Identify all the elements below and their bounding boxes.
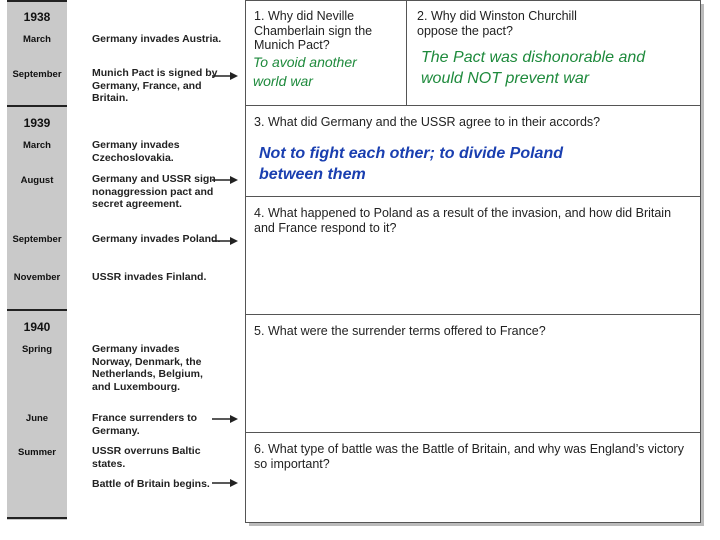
- timeline-rule: [7, 105, 67, 107]
- question-2: [417, 9, 607, 38]
- timeline-event: Germany invades Norway, Denmark, the Netherlands, Belgium, and Luxembourg.: [92, 343, 203, 393]
- timeline-event: Germany invades Austria.: [92, 33, 222, 45]
- timeline-event: Germany invades Poland.: [92, 233, 221, 245]
- timeline-event: Munich Pact is signed by Germany, France, and Britain.: [92, 67, 218, 104]
- question-5: [254, 324, 694, 339]
- timeline-rule: [7, 0, 67, 2]
- question-text: What type of battle was the Battle of Britain, and why was England’s victory so important?: [254, 442, 684, 471]
- timeline-label: September: [12, 234, 62, 245]
- arrow-right-icon: [212, 71, 238, 81]
- question-6: [254, 442, 694, 471]
- timeline-event: USSR overruns Baltic states.: [92, 445, 201, 470]
- arrow-right-icon: [212, 478, 238, 488]
- grid-divider: [245, 314, 701, 315]
- question-text: What were the surrender terms offered to France?: [268, 324, 546, 338]
- arrow-right-icon: [212, 175, 238, 185]
- timeline-label: June: [25, 413, 49, 424]
- question-number: 6.: [254, 442, 265, 456]
- timeline-event: Battle of Britain begins.: [92, 478, 210, 490]
- timeline-label: November: [13, 272, 61, 283]
- grid-shadow: [249, 523, 704, 526]
- question-4: [254, 206, 694, 235]
- question-number: 5.: [254, 324, 265, 338]
- year-1939: 1939: [23, 116, 51, 130]
- question-number: 4.: [254, 206, 265, 220]
- grid-divider: [245, 196, 701, 197]
- year-1938: 1938: [23, 10, 51, 24]
- question-number: 3.: [254, 115, 265, 129]
- answer-2[interactable]: The Pact was dishonorable and would NOT prevent war: [421, 49, 646, 87]
- timeline-label: August: [20, 175, 54, 186]
- timeline-event: France surrenders to Germany.: [92, 412, 198, 437]
- question-text: What did Germany and the USSR agree to in their accords?: [268, 115, 601, 129]
- question-3: [254, 115, 694, 130]
- grid-shadow: [701, 4, 704, 525]
- arrow-right-icon: [212, 236, 238, 246]
- timeline-event: Germany and USSR sign nonaggression pact and secret agreement.: [92, 173, 216, 210]
- question-text: Why did Winston Churchill oppose the pact?: [417, 9, 577, 38]
- question-text: Why did Neville Chamberlain sign the Munich Pact?: [254, 9, 373, 52]
- timeline-event: USSR invades Finland.: [92, 271, 207, 283]
- grid-divider: [406, 0, 407, 105]
- grid-divider: [245, 105, 701, 106]
- answer-1[interactable]: To avoid another world war: [253, 54, 357, 89]
- timeline-label: Summer: [17, 447, 56, 458]
- timeline-label: March: [23, 34, 51, 45]
- question-text: What happened to Poland as a result of the invasion, and how did Britain and France respond to it?: [254, 206, 672, 235]
- answer-3[interactable]: Not to fight each other; to divide Poland between them: [259, 145, 563, 183]
- arrow-right-icon: [212, 414, 238, 424]
- question-1: [254, 9, 394, 53]
- timeline-rule: [7, 309, 67, 311]
- grid-divider: [245, 432, 701, 433]
- timeline-label: Spring: [21, 344, 53, 355]
- question-number: 2.: [417, 9, 428, 23]
- timeline-event: Germany invades Czechoslovakia.: [92, 139, 180, 164]
- year-1940: 1940: [23, 320, 51, 334]
- timeline-rule: [7, 517, 67, 519]
- timeline-label: September: [12, 69, 62, 80]
- question-number: 1.: [254, 9, 265, 23]
- timeline-label: March: [23, 140, 51, 151]
